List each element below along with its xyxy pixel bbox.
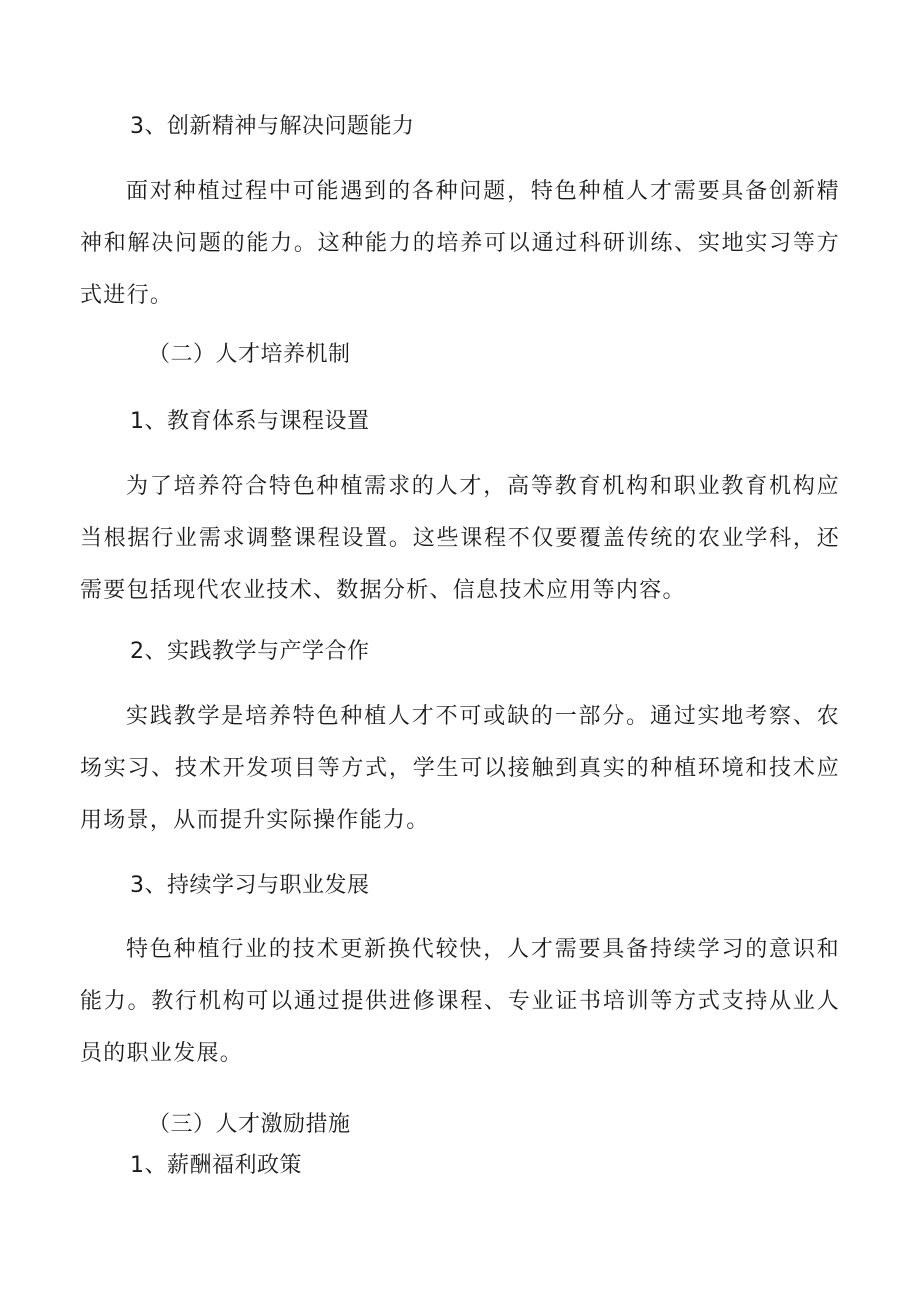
subheading-salary-benefits: 1、薪酬福利政策	[130, 1153, 302, 1178]
paragraph-education-system: 为了培养符合特色种植需求的人才，高等教育机构和职业教育机构应当根据行业需求调整课程设置。这些课程不仅要覆盖传统的农业学科，还需要包括现代农业技术、数据分析、信息技术应用等内容。	[80, 474, 840, 603]
subheading-practice-teaching: 2、实践教学与产学合作	[130, 639, 370, 664]
subheading-innovation: 3、创新精神与解决问题能力	[130, 114, 415, 139]
subheading-education-system: 1、教育体系与课程设置	[130, 409, 370, 434]
section-heading-incentives: （三）人才激励措施	[148, 1112, 351, 1137]
subheading-continuous-learning: 3、持续学习与职业发展	[130, 873, 370, 898]
paragraph-innovation: 面对种植过程中可能遇到的各种问题，特色种植人才需要具备创新精神和解决问题的能力。这种能力的培养可以通过科研训练、实地实习等方式进行。	[80, 179, 840, 308]
paragraph-continuous-learning: 特色种植行业的技术更新换代较快，人才需要具备持续学习的意识和能力。教行机构可以通过提供进修课程、专业证书培训等方式支持从业人员的职业发展。	[80, 937, 840, 1066]
section-heading-training-mechanism: （二）人才培养机制	[148, 342, 351, 367]
paragraph-practice-teaching: 实践教学是培养特色种植人才不可或缺的一部分。通过实地考察、农场实习、技术开发项目等方式，学生可以接触到真实的种植环境和技术应用场景，从而提升实际操作能力。	[80, 704, 840, 833]
